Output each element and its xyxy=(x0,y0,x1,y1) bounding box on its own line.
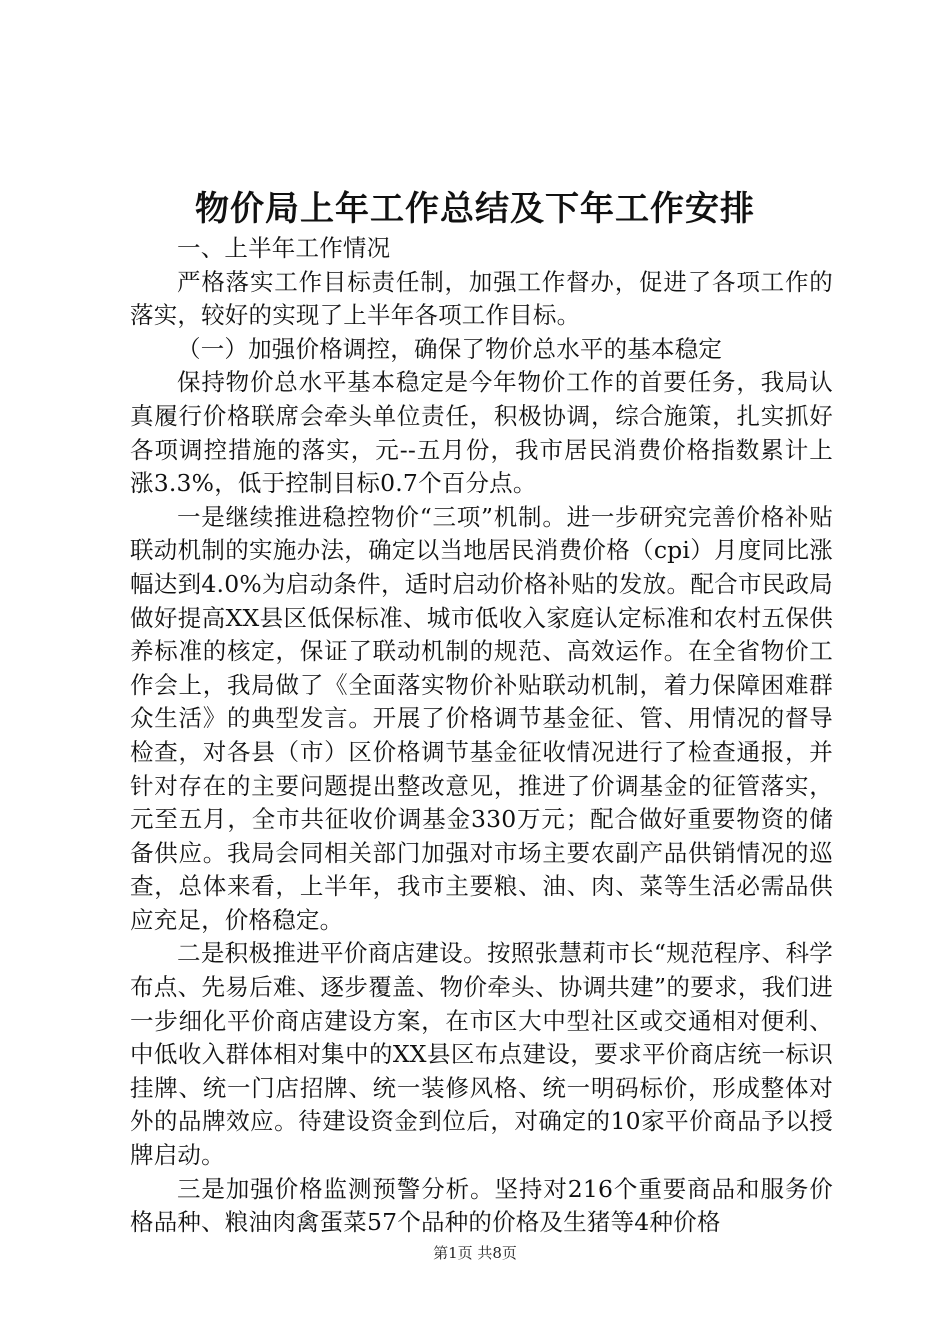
body-paragraph: 二是积极推进平价商店建设。按照张慧莉市长“规范程序、科学布点、先易后难、逐步覆盖、物价牵头、协调共建”的要求，我们进一步细化平价商店建设方案，在市区大中型社区或交通相对便利、中低收入群体相对集中的XX县区布点建设，要求平价商店统一标识挂牌、统一门店招牌、统一装修风格、统一明码标价，形成整体对外的品牌效应。待建设资金到位后，对确定的10家平价商品予以授牌启动。 xyxy=(130,939,833,1170)
document-title: 物价局上年工作总结及下年工作安排 xyxy=(195,189,755,229)
body-paragraph: 一是继续推进稳控物价“三项”机制。进一步研究完善价格补贴联动机制的实施办法，确定以当地居民消费价格（cpi）月度同比涨幅达到4.0%为启动条件，适时启动价格补贴的发放。配合市民政局做好提高XX县区低保标准、城市低收入家庭认定标准和农村五保供养标准的核定，保证了联动机制的规范、高效运作。在全省物价工作会上，我局做了《全面落实物价补贴联动机制，着力保障困难群众生活》的典型发言。开展了价格调节基金征、管、用情况的督导检查，对各县（市）区价格调节基金征收情况进行了检查通报，并针对存在的主要问题提出整改意见，推进了价调基金的征管落实，元至五月，全市共征收价调基金330万元；配合做好重要物资的储备供应。我局会同相关部门加强对市场主要农副产品供销情况的巡查，总体来看，上半年，我市主要粮、油、肉、菜等生活必需品供应充足，价格稳定。 xyxy=(130,502,833,934)
subsection-heading: （一）加强价格调控，确保了物价总水平的基本稳定 xyxy=(177,334,723,363)
body-paragraph: 三是加强价格监测预警分析。坚持对216个重要商品和服务价格品种、粮油肉禽蛋菜57个品种的价格及生猪等4种价格 xyxy=(130,1174,833,1237)
document-body xyxy=(130,232,833,1240)
page-footer: 第1页 共8页 xyxy=(433,1244,517,1262)
section-heading: 一、上半年工作情况 xyxy=(177,234,391,262)
body-paragraph: 保持物价总水平基本稳定是今年物价工作的首要任务，我局认真履行价格联席会牵头单位责任，积极协调，综合施策，扎实抓好各项调控措施的落实，元--五月份，我市居民消费价格指数累计上涨3.3%，低于控制目标0.7个百分点。 xyxy=(130,368,833,498)
body-paragraph: 严格落实工作目标责任制，加强工作督办，促进了各项工作的落实，较好的实现了上半年各项工作目标。 xyxy=(130,267,833,330)
